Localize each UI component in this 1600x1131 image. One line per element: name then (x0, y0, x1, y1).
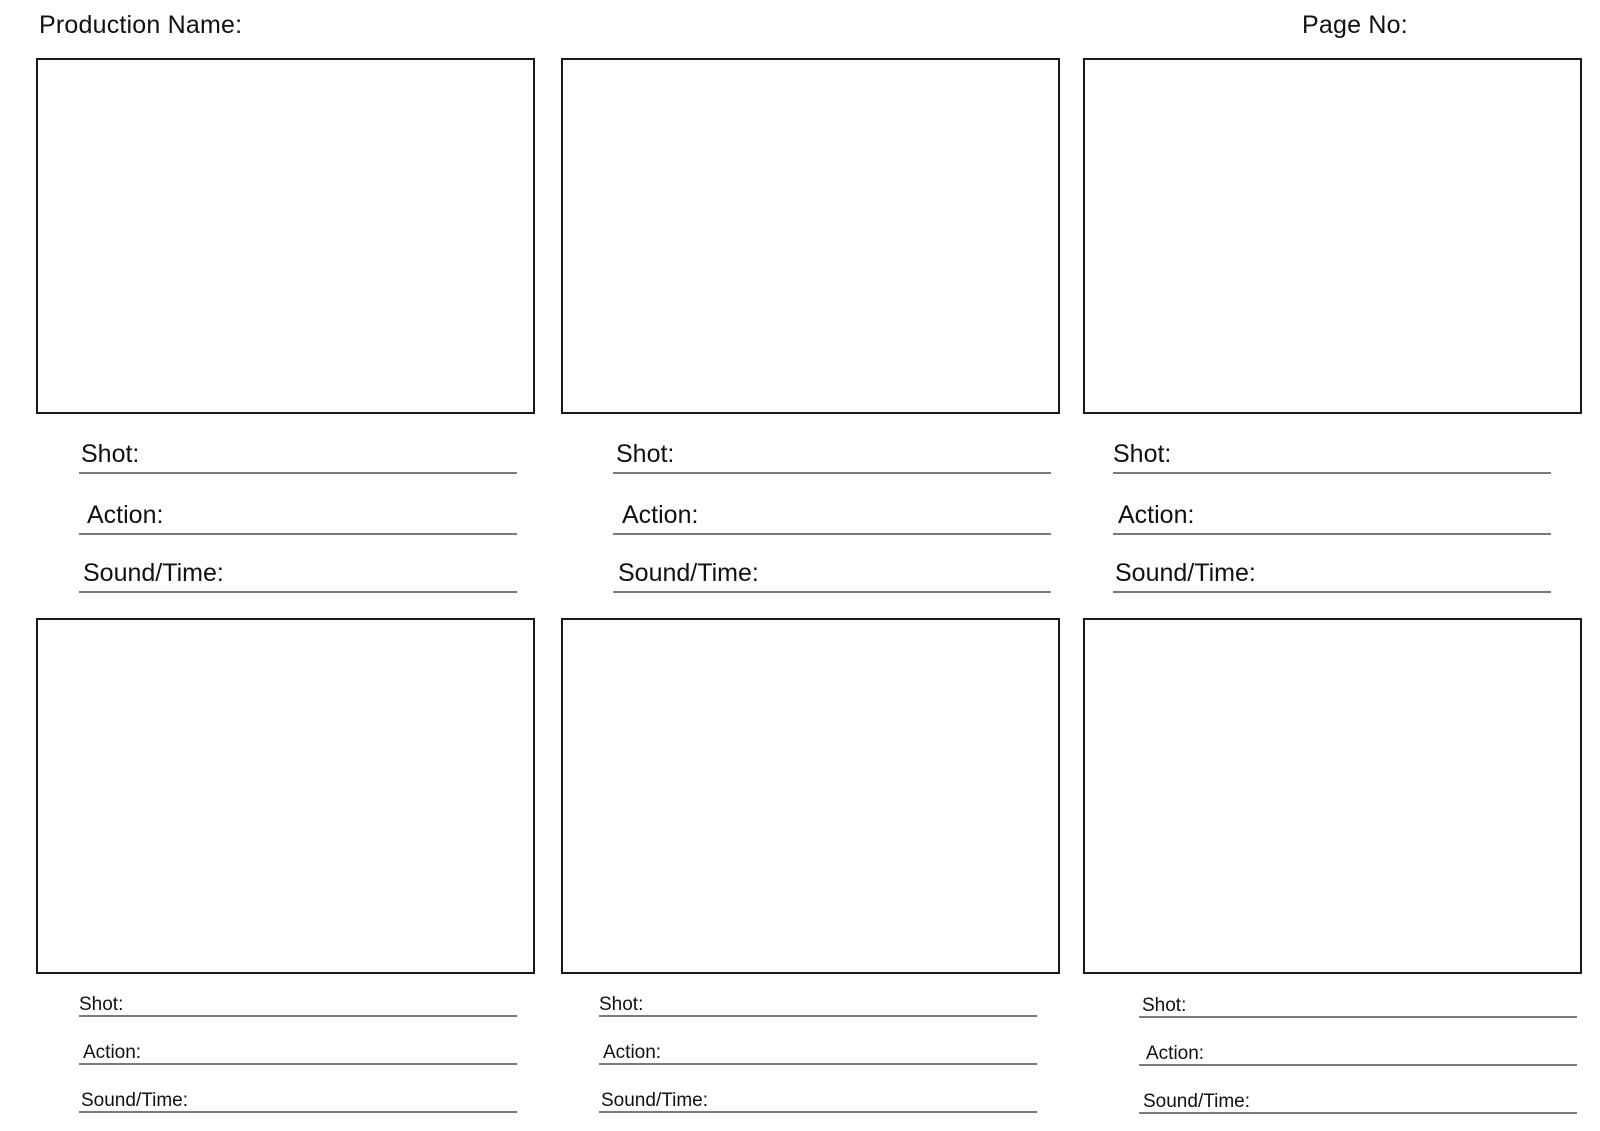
action-label: Action: (1118, 501, 1195, 529)
sound-time-field[interactable] (79, 551, 517, 593)
action-field[interactable] (1139, 1039, 1577, 1066)
action-label: Action: (83, 1042, 142, 1063)
storyboard-frame-6[interactable] (1083, 618, 1582, 974)
storyboard-frame-1[interactable] (36, 58, 535, 414)
sound-time-label: Sound/Time: (81, 1090, 189, 1111)
shot-field[interactable] (79, 432, 517, 474)
storyboard-frame-4[interactable] (36, 618, 535, 974)
sound-time-field[interactable] (1139, 1087, 1577, 1114)
action-field[interactable] (79, 1038, 517, 1065)
shot-label: Shot: (1142, 995, 1187, 1016)
sound-time-field[interactable] (613, 551, 1051, 593)
action-field[interactable] (599, 1038, 1037, 1065)
sound-time-label: Sound/Time: (601, 1090, 709, 1111)
shot-field[interactable] (613, 432, 1051, 474)
action-field[interactable] (79, 493, 517, 535)
production-name-label: Production Name: (39, 11, 243, 39)
action-label: Action: (622, 501, 699, 529)
shot-label: Shot: (599, 994, 644, 1015)
sound-time-label: Sound/Time: (1143, 1091, 1251, 1112)
shot-label: Shot: (79, 994, 124, 1015)
storyboard-frame-2[interactable] (561, 58, 1060, 414)
shot-field[interactable] (1113, 432, 1551, 474)
page-number-label: Page No: (1302, 11, 1408, 39)
shot-label: Shot: (81, 440, 140, 468)
storyboard-frame-3[interactable] (1083, 58, 1582, 414)
sound-time-field[interactable] (1113, 551, 1551, 593)
sound-time-label: Sound/Time: (618, 559, 759, 587)
storyboard-frame-5[interactable] (561, 618, 1060, 974)
sound-time-field[interactable] (599, 1086, 1037, 1113)
action-field[interactable] (613, 493, 1051, 535)
action-label: Action: (1146, 1043, 1205, 1064)
shot-label: Shot: (1113, 440, 1172, 468)
shot-field[interactable] (1139, 991, 1577, 1018)
sound-time-field[interactable] (79, 1086, 517, 1113)
shot-field[interactable] (599, 990, 1037, 1017)
action-field[interactable] (1113, 493, 1551, 535)
action-label: Action: (87, 501, 164, 529)
action-label: Action: (603, 1042, 662, 1063)
sound-time-label: Sound/Time: (1115, 559, 1256, 587)
shot-label: Shot: (616, 440, 675, 468)
sound-time-label: Sound/Time: (83, 559, 224, 587)
shot-field[interactable] (79, 990, 517, 1017)
